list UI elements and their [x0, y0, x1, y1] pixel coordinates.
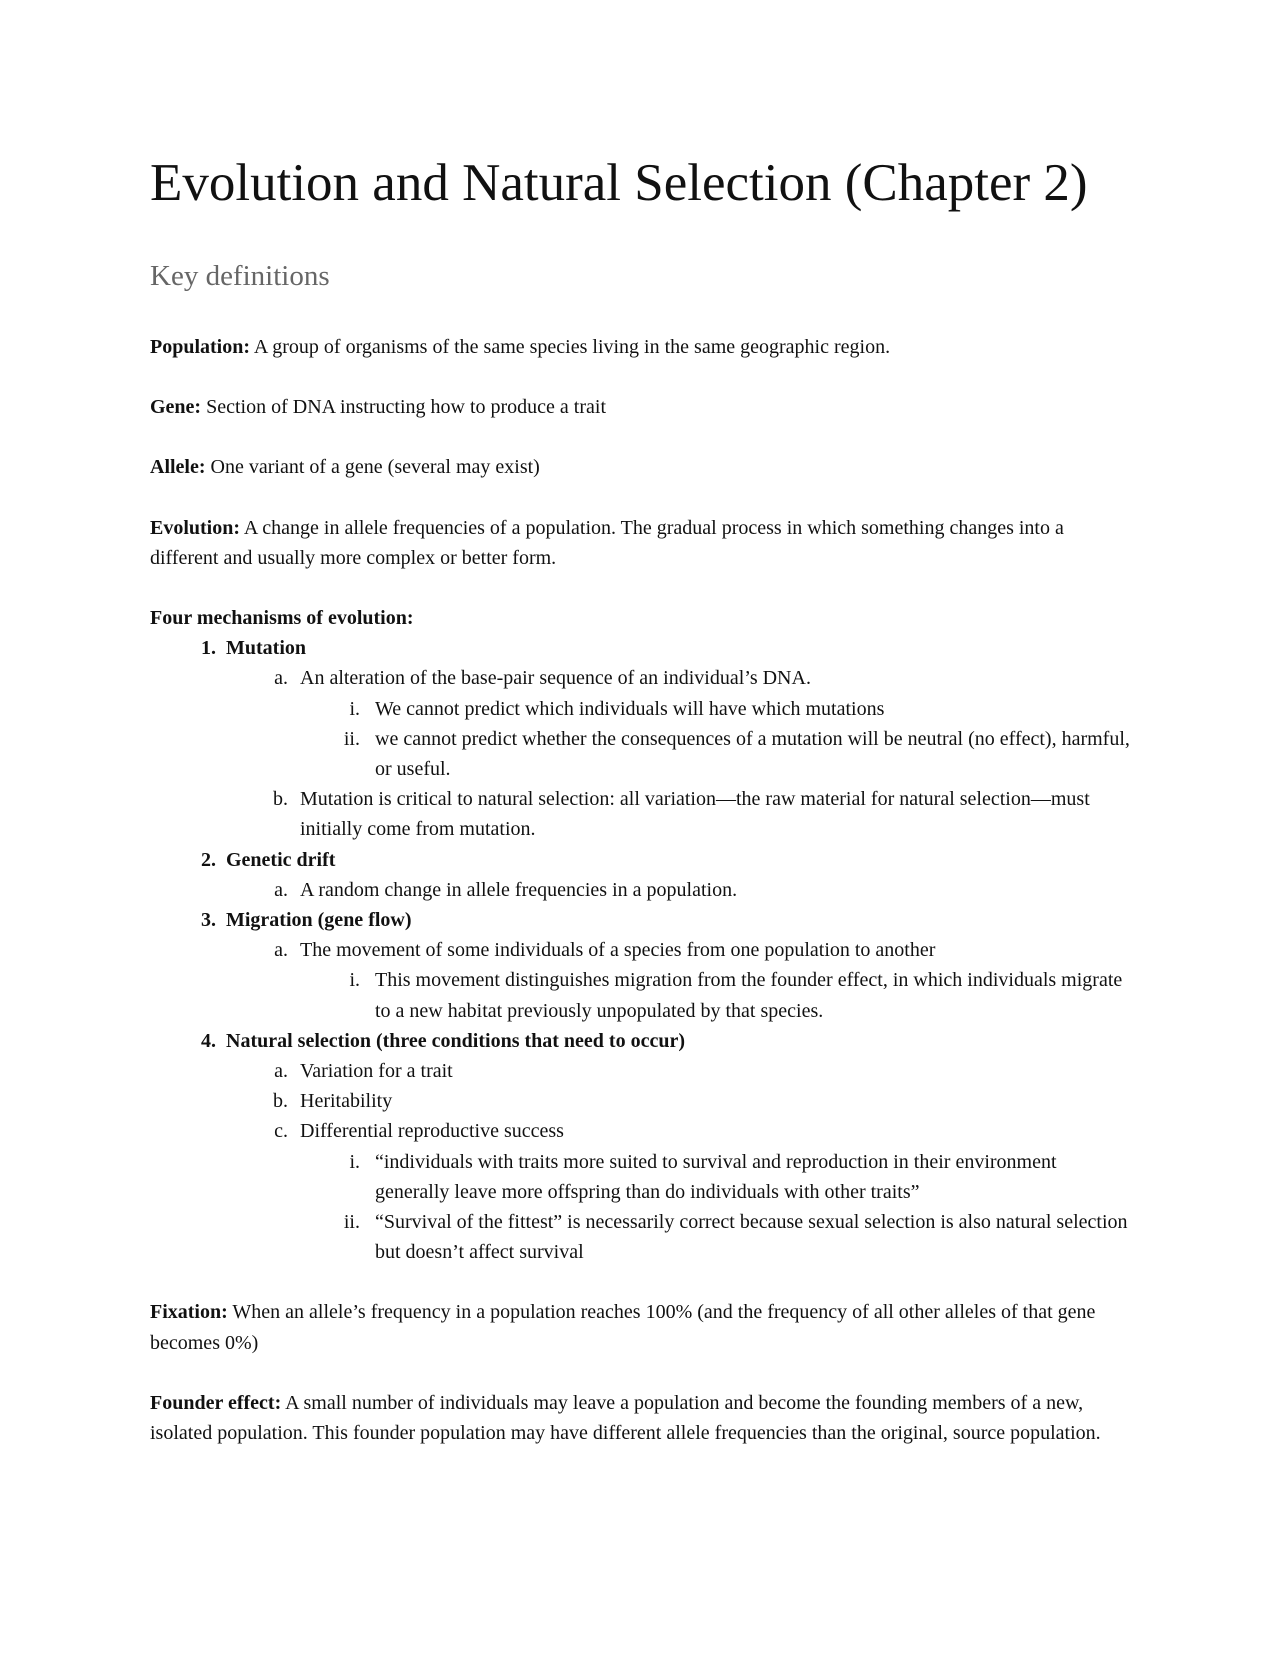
list-item [150, 1056, 1130, 1086]
list-item [150, 935, 1130, 965]
list-marker: 2. [201, 848, 216, 871]
list-item-text: “Survival of the fittest” is necessarily correct because sexual selection is also natural selection but doesn’t affect survival [375, 1211, 1128, 1264]
list-item [150, 1207, 1130, 1267]
list-item-text: This movement distinguishes migration from the founder effect, in which individuals migrate to a new habitat previously unpopulated by that species. [375, 969, 1123, 1022]
list-marker: a. [274, 667, 288, 690]
definition-term: Population: [150, 336, 251, 358]
definition-term: Founder effect: [150, 1391, 282, 1414]
list-item [150, 1147, 1130, 1207]
list-item [150, 845, 1130, 875]
list-marker: i. [349, 1150, 360, 1173]
definition-gene [150, 392, 1130, 422]
list-item-text: “individuals with traits more suited to survival and reproduction in their environment generally leave more offspring than do individuals with other traits” [375, 1150, 1057, 1203]
list-marker: ii. [343, 1211, 360, 1234]
list-marker: i. [349, 697, 360, 720]
list-item-label: Mutation [226, 637, 306, 660]
definition-text: A change in allele frequencies of a population. The gradual process in which something changes into a different and usually more complex or better form. [150, 516, 1064, 569]
list-marker: 1. [201, 637, 216, 660]
document-title: Evolution and Natural Selection (Chapter 2) [150, 154, 1088, 212]
list-item-text: Differential reproductive success [300, 1120, 564, 1143]
mechanisms-list [150, 633, 1130, 1267]
list-marker: 3. [201, 909, 216, 932]
definition-text: One variant of a gene (several may exist) [205, 456, 540, 479]
list-item-label: Natural selection (three conditions that need to occur) [226, 1029, 686, 1052]
definition-term: Gene: [150, 396, 202, 419]
mechanisms-heading: Four mechanisms of evolution: [150, 607, 414, 630]
definition-population [150, 332, 1130, 362]
list-item-text: We cannot predict which individuals will have which mutations [375, 697, 885, 720]
list-marker: b. [273, 1090, 288, 1113]
document-body [150, 332, 1130, 1478]
list-item-text: Variation for a trait [300, 1060, 453, 1083]
list-item [150, 1086, 1130, 1116]
list-item-text: we cannot predict whether the consequences of a mutation will be neutral (no effect), harmful, or useful. [375, 727, 1130, 781]
list-marker: c. [274, 1120, 288, 1143]
list-marker: 4. [201, 1029, 216, 1052]
list-item [150, 663, 1130, 693]
definition-text: Section of DNA instructing how to produce a trait [201, 396, 607, 419]
definition-founder-effect [150, 1388, 1130, 1448]
list-marker: a. [274, 1060, 288, 1083]
list-item [150, 1116, 1130, 1146]
list-item-text: Mutation is critical to natural selection: all variation—the raw material for natural selection—must initially come from mutation. [300, 788, 1090, 841]
list-item [150, 875, 1130, 905]
list-item [150, 905, 1130, 935]
definition-evolution [150, 513, 1130, 573]
list-item-label: Migration (gene flow) [226, 909, 412, 932]
list-item [150, 694, 1130, 724]
list-item [150, 784, 1130, 844]
list-item-text: The movement of some individuals of a species from one population to another [300, 939, 936, 962]
definition-fixation [150, 1297, 1130, 1357]
definition-text: A small number of individuals may leave a population and become the founding members of a new, isolated population. This founder population may have different allele frequencies than the original, source population. [150, 1391, 1101, 1445]
list-marker: b. [273, 788, 288, 811]
definition-term: Evolution: [150, 516, 241, 539]
section-heading: Key definitions [150, 260, 330, 292]
definition-allele [150, 452, 1130, 482]
list-item [150, 1026, 1130, 1056]
definition-term: Allele: [150, 456, 206, 479]
list-item [150, 724, 1130, 784]
list-item [150, 633, 1130, 663]
definition-term: Fixation: [150, 1301, 228, 1324]
list-item [150, 965, 1130, 1025]
list-item-text: A random change in allele frequencies in a population. [300, 878, 738, 901]
list-marker: ii. [343, 727, 360, 750]
list-marker: a. [274, 939, 288, 962]
definition-text: A group of organisms of the same species living in the same geographic region. [250, 336, 891, 358]
list-item-label: Genetic drift [226, 848, 336, 871]
list-item-text: Heritability [300, 1090, 393, 1113]
list-marker: i. [349, 969, 360, 992]
definition-text: When an allele’s frequency in a population reaches 100% (and the frequency of all other alleles of that gene becomes 0%) [150, 1301, 1096, 1354]
list-marker: a. [274, 878, 288, 901]
list-item-text: An alteration of the base-pair sequence of an individual’s DNA. [300, 667, 811, 690]
